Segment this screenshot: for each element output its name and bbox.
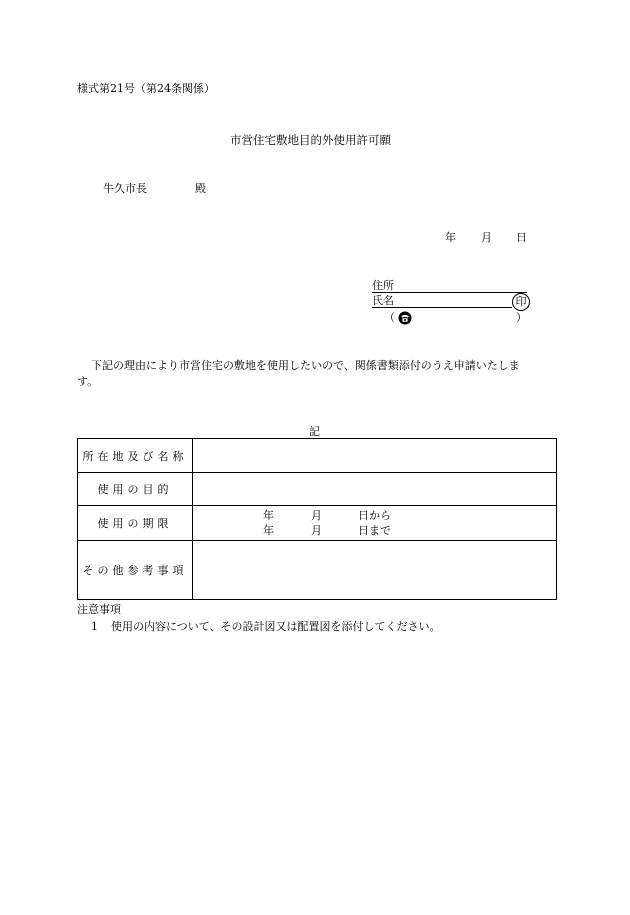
date-month-label: 月 bbox=[481, 231, 492, 244]
phone-open-paren: （ bbox=[384, 311, 395, 324]
table-row bbox=[78, 439, 557, 473]
note-number: 1 bbox=[91, 620, 98, 633]
period-from-day: 日から bbox=[358, 509, 391, 522]
addressee-name: 牛久市長 bbox=[103, 182, 147, 195]
row-label-other: その他参考事項 bbox=[78, 541, 193, 600]
date-year-label: 年 bbox=[445, 231, 456, 244]
table-row bbox=[78, 473, 557, 506]
row-label-location: 所在地及び名称 bbox=[78, 439, 193, 473]
ki-heading: 記 bbox=[309, 425, 320, 438]
row-value-other[interactable] bbox=[193, 541, 557, 600]
row-label-period: 使用の期限 bbox=[78, 506, 193, 541]
body-text-line2: す。 bbox=[77, 375, 99, 388]
row-value-period[interactable] bbox=[193, 506, 557, 541]
seal-mark: 印 bbox=[512, 293, 530, 311]
phone-close-paren: ） bbox=[516, 311, 527, 324]
form-number: 様式第21号（第24条関係） bbox=[77, 82, 215, 95]
name-label: 氏名 bbox=[372, 294, 394, 307]
table-row bbox=[78, 541, 557, 600]
row-value-location[interactable] bbox=[193, 439, 557, 473]
table-row bbox=[78, 506, 557, 541]
note-text: 使用の内容について、その設計図又は配置図を添付してください。 bbox=[111, 620, 441, 633]
period-to-day: 日まで bbox=[358, 524, 391, 537]
name-underline bbox=[372, 307, 512, 308]
period-to-month: 月 bbox=[311, 524, 322, 537]
period-from-year: 年 bbox=[263, 509, 274, 522]
application-table bbox=[77, 438, 557, 600]
document-title: 市営住宅敷地目的外使用許可願 bbox=[230, 133, 391, 147]
address-label: 住所 bbox=[372, 279, 394, 292]
body-text-line1: 下記の理由により市営住宅の敷地を使用したいので、関係書類添付のうえ申請いたしま bbox=[91, 359, 520, 372]
row-value-purpose[interactable] bbox=[193, 473, 557, 506]
addressee-honorific: 殿 bbox=[195, 182, 206, 195]
period-from-month: 月 bbox=[311, 509, 322, 522]
date-day-label: 日 bbox=[516, 231, 527, 244]
phone-icon bbox=[398, 311, 412, 325]
row-label-purpose: 使用の目的 bbox=[78, 473, 193, 506]
address-underline bbox=[372, 292, 527, 293]
notes-heading: 注意事項 bbox=[77, 603, 121, 616]
period-to-year: 年 bbox=[263, 524, 274, 537]
